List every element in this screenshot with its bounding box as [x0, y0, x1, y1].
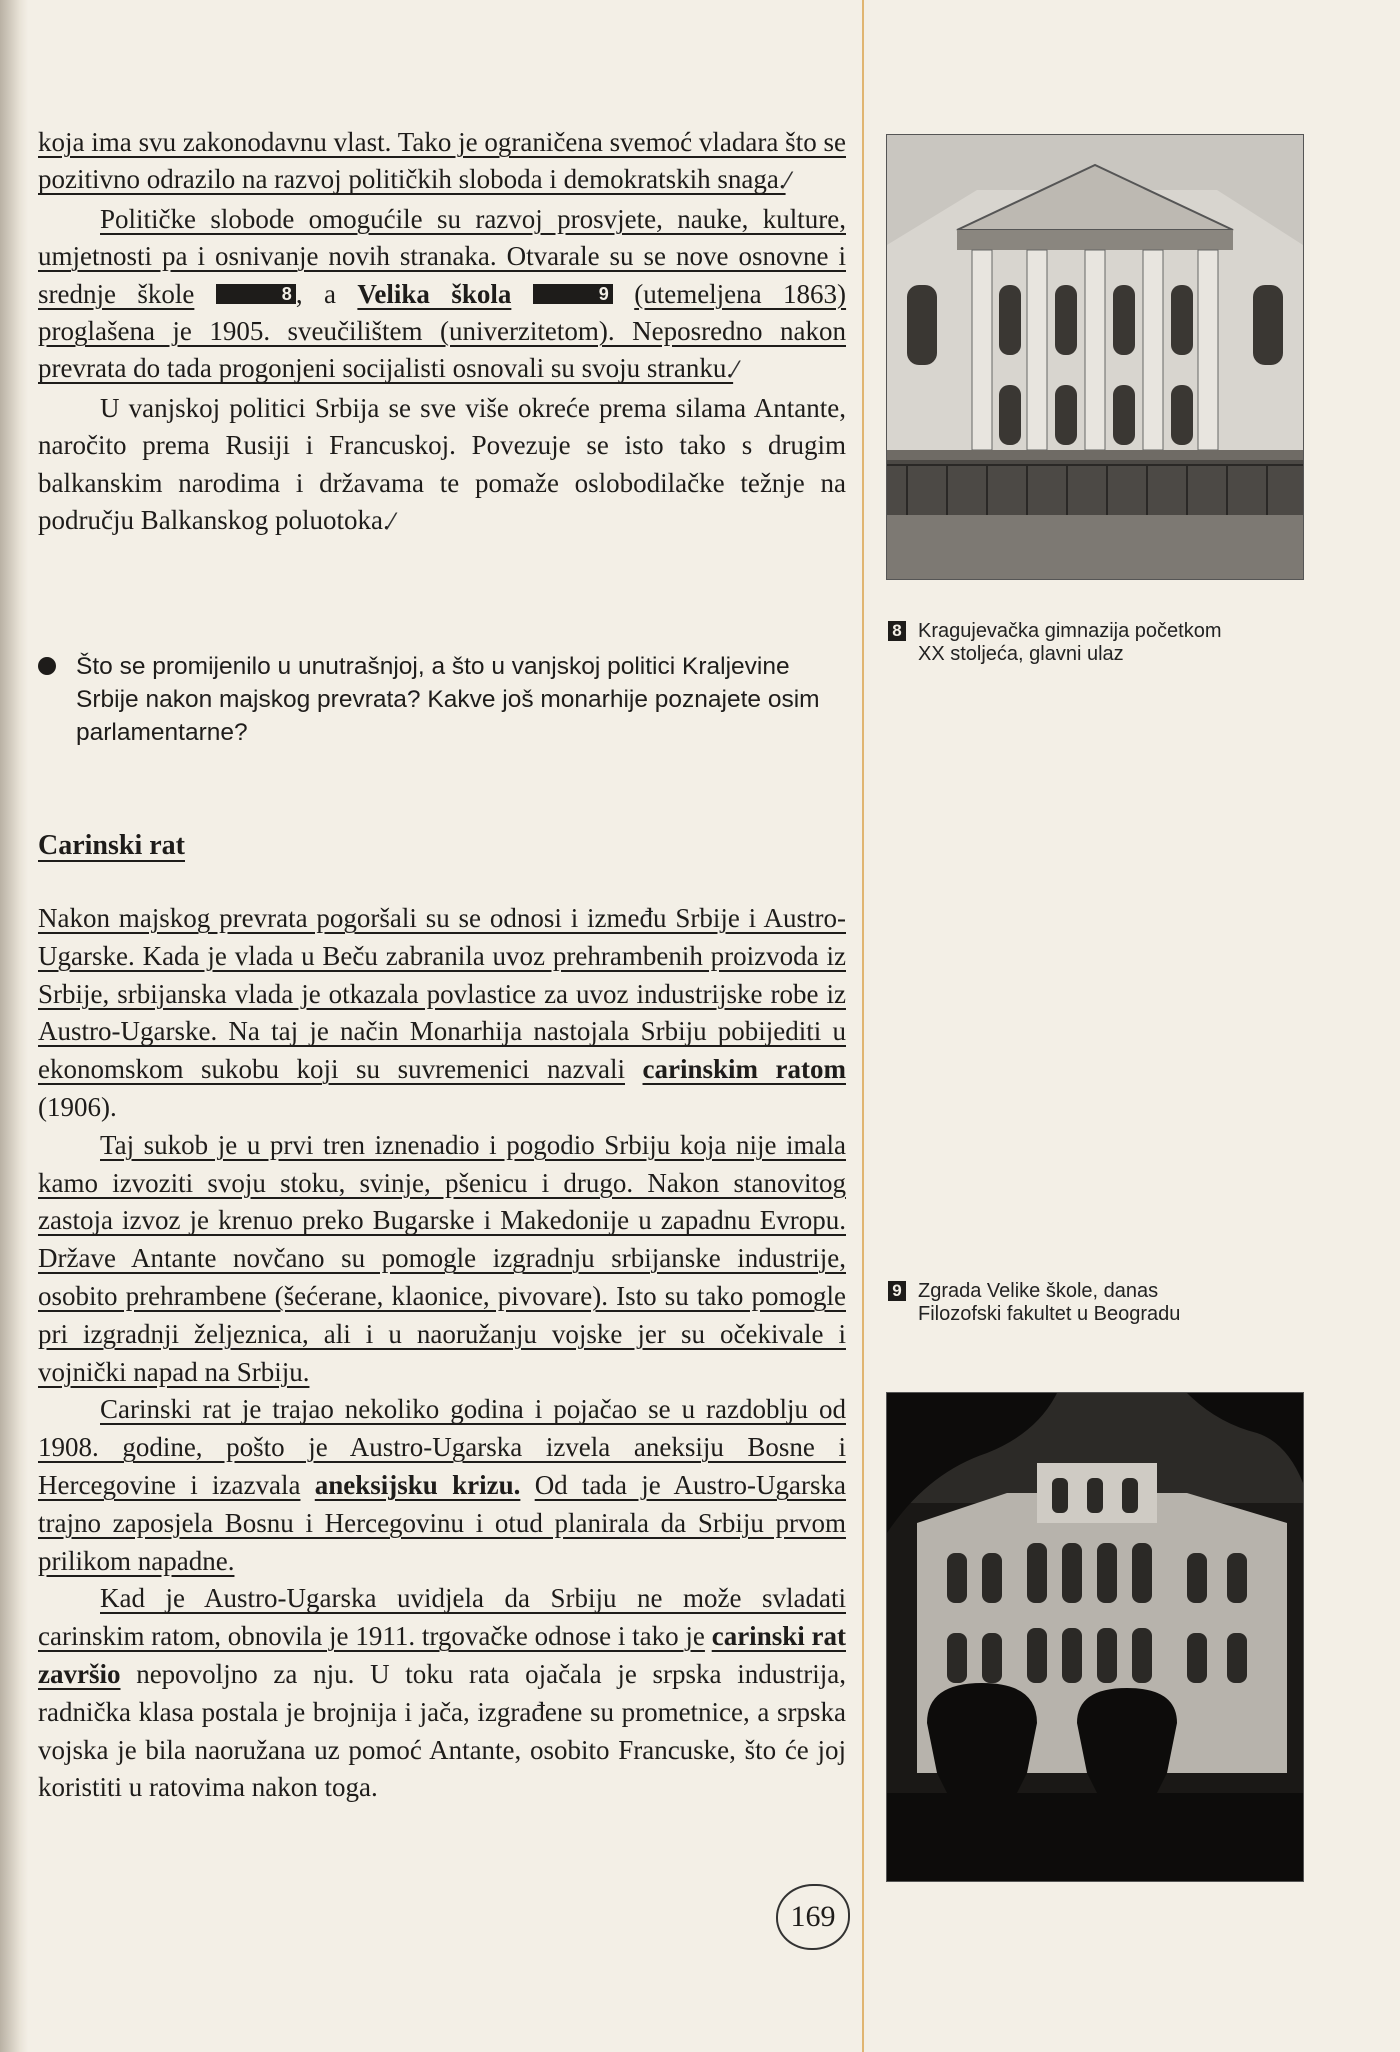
figure-9-number: 9	[888, 1281, 906, 1301]
bold-term: carinski rat završio	[38, 1621, 846, 1689]
section-title: Carinski rat	[38, 830, 185, 861]
section-paragraph-2: Taj sukob je u prvi tren iznenadio i pogodio Srbiju koja nije imala kamo izvoziti svoju stoku, svinje, pšenicu i drugo. Nakon stanovitog zastoja izvoz je krenuo preko Bugarske i Makedonije u zapadnu Evropu. Države Antante novčano su pomogle izgradnju srbijanske industrije, osobito prehrambene (šećerane, klaonice, pivovare). Isto su tako pomogle pri izgradnji željeznica, ali i u naoružanju vojske jer su očekivale i vojnički napad na Srbiju.	[38, 1129, 846, 1387]
bullet-icon	[38, 657, 56, 675]
section-paragraph-3: Carinski rat je trajao nekoliko godina i pojačao se u razdoblju od 1908. godine, pošto je Austro-Ugarska izvela aneksiju Bosne i Hercegovine i izazvala aneksijsku krizu. Od tada je Austro-Ugarska trajno zaposjela Bosnu i Hercegovinu i otud planirala da Srbiju prvom prilikom napadne.	[38, 1394, 847, 1576]
gutter-fold-line	[862, 0, 864, 2052]
figure-ref-8: 8	[216, 284, 296, 304]
photo-great-school-building	[886, 1392, 1304, 1882]
page-number: 169	[776, 1884, 850, 1950]
page-binding-shadow	[0, 0, 28, 2052]
pencil-check-mark: ⁄	[389, 510, 394, 536]
paragraph-2: Političke slobode omogućile su razvoj prosvjete, nauke, kulture, umjetnosti pa i osnivanje novih stranaka. Otvarale su se nove osnovne i srednje škole 8 , a Velika škola 9 (utemeljena 1863) proglašena je 1905. sveučilištem (univerzitetom). Neposredno nakon prevrata do tada progonjeni socijalisti osnovali su svoju stranku.⁄	[38, 203, 847, 384]
paragraph-3: U vanjskoj politici Srbija se sve više okreće prema silama Antante, naročito prema Rusiji i Francuskoj. Povezuje se isto tako s drugim balkanskim narodima i državama te pomaže oslobodilačke težnje na području Balkanskog poluotoka.⁄	[38, 392, 846, 536]
bold-term: carinskim ratom	[642, 1054, 846, 1085]
section-paragraph-4: Kad je Austro-Ugarska uvidjela da Srbiju ne može svladati carinskim ratom, obnovila je 1911. trgovačke odnose i tako je carinski rat završio nepovoljno za nju. U toku rata ojačala je srpska industrija, radnička klasa postala je brojnija i jača, izgrađene su prometnice, a srpska vojska je bila naoružana uz pomoć Antante, osobito Francuske, što će joj koristiti u ratovima nakon toga.	[38, 1583, 846, 1803]
figure-9-caption: 9 Zgrada Velike škole, danas Filozofski fakultet u Beogradu	[888, 1280, 1228, 1326]
figure-8-caption: 8 Kragujevačka gimnazija početkom XX stoljeća, glavni ulaz	[888, 620, 1228, 666]
pencil-check-mark: ⁄	[733, 358, 737, 384]
review-question: Što se promijenilo u unutrašnjoj, a što u vanjskoj politici Kraljevine Srbije nakon majskog prevrata? Kakve još monarhije poznajete osim parlamentarne?	[38, 650, 846, 749]
body-text-top	[38, 124, 846, 541]
figure-8-number: 8	[888, 621, 906, 641]
figure-ref-9: 9	[533, 284, 613, 304]
paragraph-1: koja ima svu zakonodavnu vlast. Tako je ograničena svemoć vladara što se pozitivno odrazilo na razvoj političkih sloboda i demokratskih snaga.⁄	[38, 127, 846, 195]
body-text-section	[38, 900, 846, 1807]
bold-term: aneksijsku krizu.	[314, 1469, 521, 1500]
pencil-check-mark: ⁄	[785, 169, 790, 195]
photo-kragujevac-gymnasium	[886, 134, 1304, 580]
bold-term: Velika škola	[357, 278, 512, 309]
section-paragraph-1: Nakon majskog prevrata pogoršali su se odnosi i između Srbije i Austro-Ugarske. Kada je vlada u Beču zabranila uvoz prehrambenih proizvoda iz Srbije, srbijanska vlada je otkazala povlastice za uvoz industrijske robe iz Austro-Ugarske. Na taj je način Monarhija nastojala Srbiju pobijediti u ekonomskom sukobu koji su suvremenici nazvali carinskim ratom (1906).	[38, 903, 846, 1122]
